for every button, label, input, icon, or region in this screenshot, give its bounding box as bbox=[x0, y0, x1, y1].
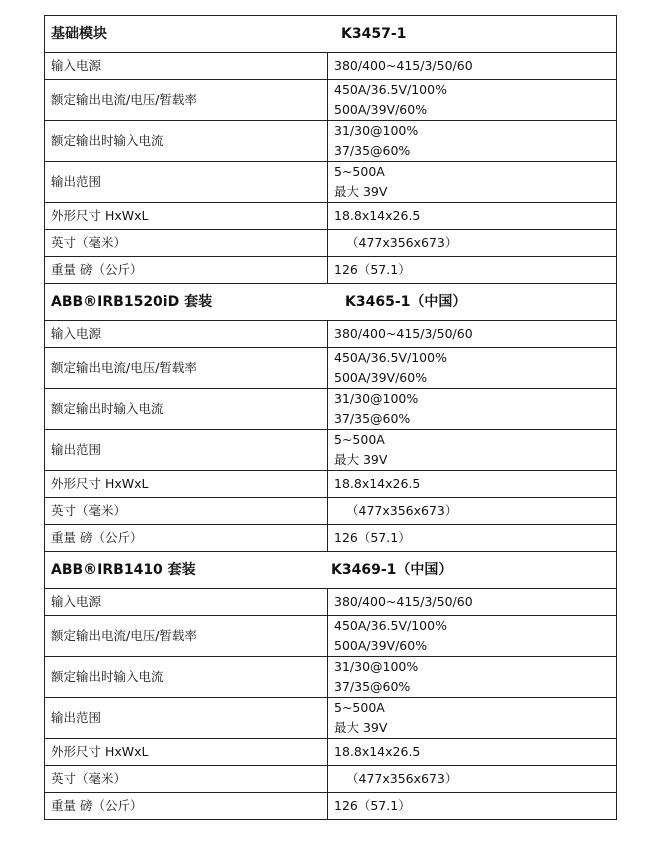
spec-value-line: 450A/36.5V/100% bbox=[334, 82, 447, 97]
spec-row bbox=[45, 121, 617, 162]
spec-row bbox=[45, 53, 617, 80]
spec-table-body bbox=[45, 16, 617, 820]
spec-value-line: 31/30@100% bbox=[334, 391, 419, 406]
spec-label: 输出范围 bbox=[45, 162, 328, 203]
spec-value bbox=[328, 257, 617, 284]
spec-value bbox=[328, 793, 617, 820]
spec-value-line: 450A/36.5V/100% bbox=[334, 618, 447, 633]
spec-label: 输入电源 bbox=[45, 321, 328, 348]
section-header-cell bbox=[45, 16, 617, 53]
spec-row bbox=[45, 739, 617, 766]
spec-value bbox=[328, 389, 617, 430]
spec-row bbox=[45, 162, 617, 203]
spec-value-line: 5~500A bbox=[334, 432, 385, 447]
spec-value-line: （477x356x673） bbox=[346, 771, 458, 786]
spec-value-line: 37/35@60% bbox=[334, 679, 411, 694]
section-name: ABB®IRB1410 套装 bbox=[51, 562, 196, 578]
spec-label: 重量 磅（公斤） bbox=[45, 257, 328, 284]
spec-value-line: 380/400~415/3/50/60 bbox=[334, 326, 473, 341]
spec-row bbox=[45, 766, 617, 793]
section-model: K3457-1 bbox=[341, 26, 407, 42]
spec-label: 输入电源 bbox=[45, 53, 328, 80]
spec-row bbox=[45, 498, 617, 525]
spec-row bbox=[45, 389, 617, 430]
spec-value-line: 37/35@60% bbox=[334, 411, 411, 426]
spec-label: 输出范围 bbox=[45, 430, 328, 471]
spec-label: 额定输出电流/电压/暂载率 bbox=[45, 616, 328, 657]
spec-label: 英寸（毫米） bbox=[45, 498, 328, 525]
spec-value-line: 5~500A bbox=[334, 700, 385, 715]
spec-label: 额定输出时输入电流 bbox=[45, 389, 328, 430]
spec-document bbox=[44, 15, 616, 820]
spec-value bbox=[328, 589, 617, 616]
spec-value-line: 37/35@60% bbox=[334, 143, 411, 158]
section-header-cell bbox=[45, 552, 617, 589]
spec-value bbox=[328, 53, 617, 80]
spec-value-line: 126（57.1） bbox=[334, 530, 411, 545]
section-header bbox=[45, 552, 617, 589]
spec-value-line: 380/400~415/3/50/60 bbox=[334, 58, 473, 73]
spec-label: 重量 磅（公斤） bbox=[45, 525, 328, 552]
spec-value-line: 18.8x14x26.5 bbox=[334, 744, 421, 759]
spec-value-line: 126（57.1） bbox=[334, 798, 411, 813]
spec-label: 外形尺寸 HxWxL bbox=[45, 739, 328, 766]
section-header bbox=[45, 284, 617, 321]
spec-value-line: 18.8x14x26.5 bbox=[334, 208, 421, 223]
spec-row bbox=[45, 430, 617, 471]
section-model: K3469-1（中国） bbox=[331, 562, 453, 578]
spec-value-line: （477x356x673） bbox=[346, 235, 458, 250]
spec-value bbox=[328, 766, 617, 793]
spec-value-line: 126（57.1） bbox=[334, 262, 411, 277]
spec-row bbox=[45, 525, 617, 552]
spec-label: 额定输出时输入电流 bbox=[45, 657, 328, 698]
spec-value bbox=[328, 525, 617, 552]
spec-label: 输出范围 bbox=[45, 698, 328, 739]
spec-row bbox=[45, 589, 617, 616]
spec-value-line: （477x356x673） bbox=[346, 503, 458, 518]
spec-row bbox=[45, 230, 617, 257]
spec-value bbox=[328, 121, 617, 162]
section-model: K3465-1（中国） bbox=[345, 294, 467, 310]
spec-value bbox=[328, 321, 617, 348]
spec-label: 重量 磅（公斤） bbox=[45, 793, 328, 820]
spec-value-line: 500A/39V/60% bbox=[334, 102, 428, 117]
spec-value bbox=[328, 80, 617, 121]
spec-value bbox=[328, 162, 617, 203]
spec-value bbox=[328, 498, 617, 525]
section-name: 基础模块 bbox=[51, 26, 107, 42]
spec-value-line: 380/400~415/3/50/60 bbox=[334, 594, 473, 609]
spec-value bbox=[328, 348, 617, 389]
spec-value-line: 最大 39V bbox=[334, 184, 388, 199]
spec-value bbox=[328, 616, 617, 657]
spec-row bbox=[45, 348, 617, 389]
spec-row bbox=[45, 698, 617, 739]
spec-row bbox=[45, 657, 617, 698]
spec-label: 英寸（毫米） bbox=[45, 230, 328, 257]
spec-label: 额定输出电流/电压/暂载率 bbox=[45, 348, 328, 389]
spec-row bbox=[45, 321, 617, 348]
spec-value bbox=[328, 657, 617, 698]
spec-value-line: 31/30@100% bbox=[334, 123, 419, 138]
spec-value-line: 最大 39V bbox=[334, 452, 388, 467]
spec-label: 输入电源 bbox=[45, 589, 328, 616]
spec-value-line: 450A/36.5V/100% bbox=[334, 350, 447, 365]
spec-row bbox=[45, 616, 617, 657]
spec-row bbox=[45, 203, 617, 230]
spec-label: 英寸（毫米） bbox=[45, 766, 328, 793]
spec-value bbox=[328, 430, 617, 471]
section-header-cell bbox=[45, 284, 617, 321]
spec-table bbox=[44, 15, 617, 820]
spec-value bbox=[328, 739, 617, 766]
spec-value-line: 31/30@100% bbox=[334, 659, 419, 674]
spec-label: 外形尺寸 HxWxL bbox=[45, 203, 328, 230]
spec-value-line: 500A/39V/60% bbox=[334, 638, 428, 653]
spec-value bbox=[328, 203, 617, 230]
spec-value-line: 500A/39V/60% bbox=[334, 370, 428, 385]
spec-label: 外形尺寸 HxWxL bbox=[45, 471, 328, 498]
spec-value-line: 最大 39V bbox=[334, 720, 388, 735]
spec-row bbox=[45, 257, 617, 284]
spec-value-line: 18.8x14x26.5 bbox=[334, 476, 421, 491]
spec-label: 额定输出电流/电压/暂载率 bbox=[45, 80, 328, 121]
spec-row bbox=[45, 80, 617, 121]
spec-value-line: 5~500A bbox=[334, 164, 385, 179]
section-header bbox=[45, 16, 617, 53]
spec-value bbox=[328, 230, 617, 257]
section-name: ABB®IRB1520iD 套装 bbox=[51, 294, 213, 310]
spec-row bbox=[45, 793, 617, 820]
spec-value bbox=[328, 698, 617, 739]
spec-label: 额定输出时输入电流 bbox=[45, 121, 328, 162]
spec-row bbox=[45, 471, 617, 498]
spec-value bbox=[328, 471, 617, 498]
